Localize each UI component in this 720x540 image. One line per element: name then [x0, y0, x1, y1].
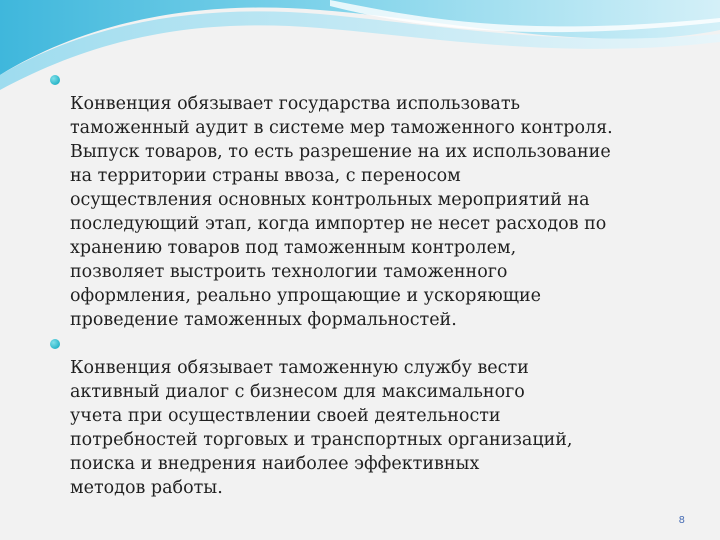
- bullet-icon: [50, 75, 60, 85]
- bullet-text: Конвенция обязывает таможенную службу вести активный диалог с бизнесом для максимального учета при осуществлении своей деятельности потребностей торговых и транспортных организаций, поиска и внедрения наиболее эффективных методов работы.: [70, 358, 573, 498]
- bullet-icon: [50, 339, 60, 349]
- bullet-item: [50, 68, 670, 332]
- slide-content: [50, 68, 670, 500]
- bullet-item: [50, 332, 670, 500]
- bullet-text: Конвенция обязывает государства использовать таможенный аудит в системе мер таможенного контроля. Выпуск товаров, то есть разрешение на их использование на территории страны ввоза, с переносом осуществления основных контрольных мероприятий на последующий этап, когда импортер не несет расходов по хранению товаров под таможенным контролем, позволяет выстроить технологии таможенного оформления, реально упрощающие и ускоряющие проведение таможенных формальностей.: [70, 94, 613, 330]
- page-number: 8: [678, 515, 685, 526]
